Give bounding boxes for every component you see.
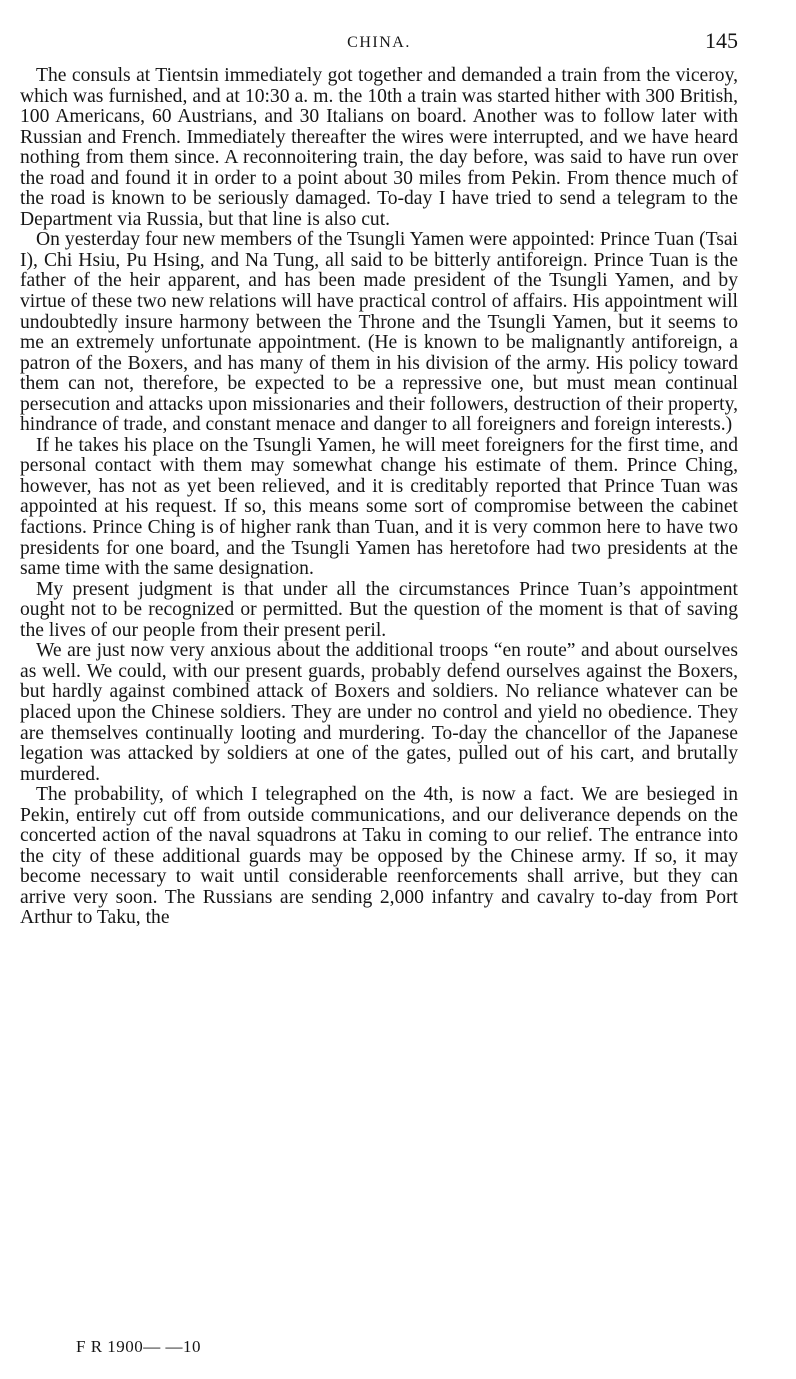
signature-mark: F R 1900— —10 [76, 1337, 202, 1356]
page-header [20, 28, 738, 56]
page-number: 145 [705, 28, 738, 53]
paragraph-consuls-train: The consuls at Tientsin immediately got together and demanded a train from the viceroy, which was furnished, and at 10:30 a. m. the 10th a train was started hither with 300 British, 100 Americans, 60 Austrians, and 30 Italians on board. Another was to follow later with Russian and French. Immediately thereafter the wires were interrupted, and we have heard nothing from them since. A reconnoitering train, the day before, was said to have run over the road and found it in order to a point about 30 miles from Pekin. From thence much of the road is known to be seriously damaged. To-day I have tried to send a telegram to the Department via Russia, but that line is also cut. [20, 65, 738, 230]
paragraph-new-yamen-members: On yesterday four new members of the Tsungli Yamen were appointed: Prince Tuan (Tsai I), Chi Hsiu, Pu Hsing, and Na Tung, all said to be bitterly antiforeign. Prince Tuan is the father of the heir apparent, and has been made president of the Tsungli Yamen, and by virtue of these two new relations will have practical control of affairs. His appointment will undoubtedly insure harmony between the Throne and the Tsungli Yamen, but it seems to me an extremely unfortunate appointment. (He is known to be malignantly antiforeign, a patron of the Boxers, and has many of them in his division of the army. His policy toward them can not, therefore, be expected to be a repressive one, but must mean continual persecution and attacks upon missionaries and their followers, destruction of their property, hindrance of trade, and constant menace and danger to all foreigners and foreign interests.) [20, 229, 738, 436]
paragraph-prince-tuan-takes-place: If he takes his place on the Tsungli Yamen, he will meet foreigners for the first time, and personal contact with them may somewhat change his estimate of them. Prince Ching, however, has not as yet been relieved, and it is creditably reported that Prince Tuan was appointed at his request. If so, this means some sort of compromise between the cabinet factions. Prince Ching is of higher rank than Tuan, and it is very common here to have two presidents for one board, and the Tsungli Yamen has heretofore had two presidents at the same time with the same designation. [20, 434, 738, 580]
paragraph-additional-troops: We are just now very anxious about the additional troops “en route” and about ourselves as well. We could, with our present guards, probably defend ourselves against the Boxers, but hardly against combined attack of Boxers and soldiers. No reliance whatever can be placed upon the Chinese soldiers. They are under no control and yield no obedience. They are themselves continually looting and murdering. To-day the chancellor of the Japanese legation was attacked by soldiers at one of the gates, pulled out of his cart, and brutally murdered. [20, 640, 738, 785]
paragraph-besieged-in-pekin: The probability, of which I telegraphed on the 4th, is now a fact. We are besieged in Pekin, entirely cut off from outside communications, and our deliverance depends on the concerted action of the naval squadrons at Taku in coming to our relief. The entrance into the city of these additional guards may be opposed by the Chinese army. If so, it may become necessary to wait until considerable reenforcements shall arrive, but they can arrive very soon. The Russians are sending 2,000 infantry and cavalry to-day from Port Arthur to Taku, the [20, 784, 738, 929]
running-head: CHINA. [347, 34, 411, 51]
body-text [20, 66, 738, 929]
paragraph-present-judgment: My present judgment is that under all the circumstances Prince Tuan’s appointment ought not to be recognized or permitted. But the question of the moment is that of saving the lives of our people from their present peril. [20, 578, 738, 641]
